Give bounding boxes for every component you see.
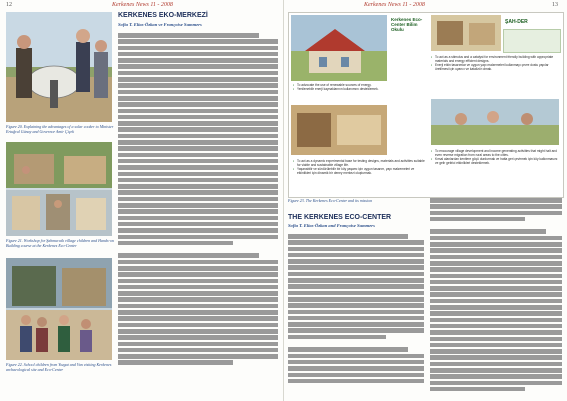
eco-center-label: Kerkenes Eco-Center Bilim Okulu [391, 17, 423, 32]
sahder-logo-text: ŞAH-DER [505, 19, 528, 25]
poster-building-image [291, 15, 387, 81]
poster-building-photo [291, 15, 387, 81]
poster-bullets-bottom [431, 149, 559, 165]
sahder-logo-mark [503, 29, 561, 53]
photo-solar-cooker [6, 12, 112, 122]
poster-workshop-photo [431, 15, 501, 51]
bullet-item: ▪ To advocate the use of renewable sources of energy. [293, 83, 425, 87]
mission-poster [288, 12, 564, 198]
figure-20-caption: Figure 20. Explaining the advantages of a solar cooker to Minister Ertuğrul Günay and Governor Amir Çiçek [6, 124, 114, 134]
page-number: 12 [6, 2, 12, 8]
figure-23-caption: Figure 23. The Kerkenes Eco-Center and its mission [288, 198, 373, 203]
article-title: THE KERKENES ECO-CENTER [288, 214, 392, 221]
poster-bullets-top [293, 83, 425, 91]
article-body-column [118, 33, 278, 367]
photo-school-children-image [6, 258, 112, 360]
article-title: KERKENES EKO-MERKEZİ [118, 12, 208, 19]
poster-children-photo [431, 99, 559, 145]
running-head: Kerkenes News 11 - 2008 [364, 2, 425, 8]
article-byline: Sofia T. Elias-Özkan and Françoise Summers [288, 223, 375, 228]
article-body-column-2 [430, 198, 562, 393]
bullet-item: ▪ To encourage village development and income generating activities that might halt and even reverse migration from rural areas to the cities. [431, 149, 559, 157]
poster-village-image [291, 105, 387, 155]
photo-solar-cooker-image [6, 12, 112, 122]
poster-workshop-image [431, 15, 501, 51]
photo-school-children [6, 258, 112, 360]
figure-21-caption: Figure 21. Workshop for Şahmuratlı village children and Hands-on Building course at the Kerkenes Eco-Center [6, 238, 114, 248]
bullet-item: ▪ To act as a dynamic experimental base for testing designs, materials and activities suitable for viable and sustainable village life. [293, 159, 425, 167]
running-head: Kerkenes News 11 - 2008 [112, 2, 173, 8]
bullet-item: ▪ Yaşanabilir ve sürdürülebilir bir köy yaşamı için uygun tasarım, yapı malzemeleri ve etkinlikleri için dinamik bir deney merkezi oluşturmak. [293, 167, 425, 175]
figure-22-caption: Figure 22. School children from Yozgat and Van visiting Kerkenes archaeological site and Eco-Center [6, 362, 112, 372]
photo-workshop-image [6, 142, 112, 236]
bullet-item: ▪ Yenilenebilir enerji kaynaklarının kullanımını desteklemek. [293, 87, 425, 91]
article-byline: Sofia T. Elias-Özkan ve Françoise Summers [118, 22, 202, 27]
photo-workshop [6, 142, 112, 236]
article-body-column-1 [288, 234, 424, 385]
poster-bullets-right [431, 55, 559, 71]
poster-bullets-mid [293, 159, 425, 175]
bullet-item: ▪ To act as a stimulus and a catalyst for environment friendly building with appropriate materials and energy efficient designs. [431, 55, 559, 63]
right-page [284, 0, 567, 401]
poster-children-image [431, 99, 559, 145]
bullet-item: ▪ Kırsal alanlardan kentlere göçü durdurmak ve hatta geri çevirmek için köy kalkınmasını ve gelir getirici etkinlikleri desteklemek. [431, 157, 559, 165]
page-number: 13 [552, 2, 558, 8]
poster-village-photo [291, 105, 387, 155]
bullet-item: ▪ Enerji etkin tasarımlar ve uygun yapı malzemeleri kullanmayı çevre dostu yapılar üretilmesi için uyarıcı ve katalizör olmak. [431, 63, 559, 71]
